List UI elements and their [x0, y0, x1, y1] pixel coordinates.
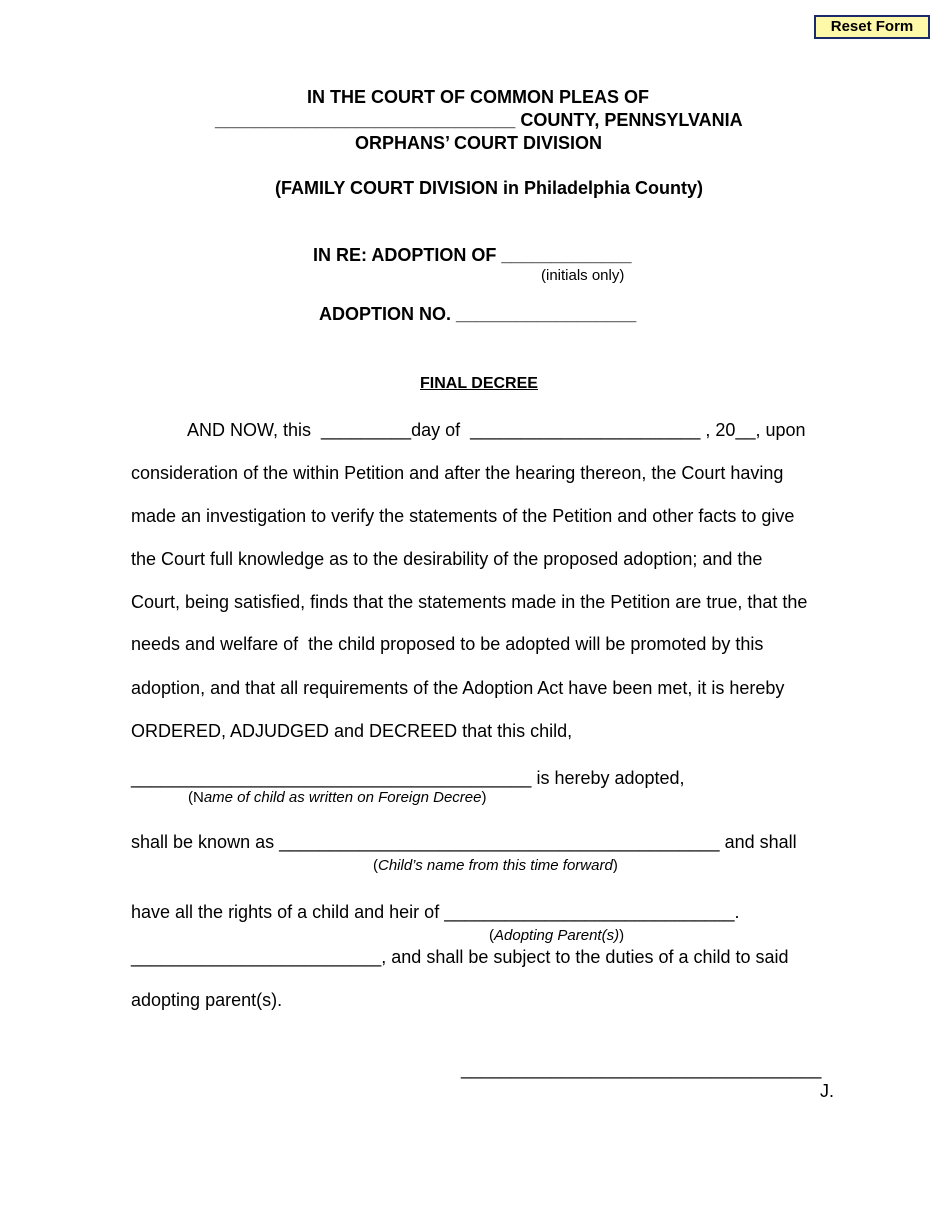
- and-now-text: AND NOW, this: [187, 420, 322, 440]
- parent-field-2[interactable]: _________________________: [131, 947, 382, 967]
- decree-line-7: adoption, and that all requirements of the Adoption Act have been met, it is hereby: [131, 678, 785, 698]
- decree-line-4: the Court full knowledge as to the desirability of the proposed adoption; and the: [131, 549, 763, 569]
- month-field[interactable]: _______________________: [470, 420, 701, 440]
- year-field[interactable]: __: [735, 420, 756, 440]
- duties-line: [131, 947, 789, 968]
- division-title: ORPHANS’ COURT DIVISION: [355, 133, 603, 153]
- reset-form-button[interactable]: Reset Form: [814, 15, 930, 39]
- duties-text: , and shall be subject to the duties of a child to said: [381, 947, 789, 967]
- known-as-line: [131, 832, 797, 853]
- county-field[interactable]: ______________________________: [215, 110, 516, 130]
- in-re-label: IN RE: ADOPTION OF: [313, 245, 502, 265]
- family-court-note: (FAMILY COURT DIVISION in Philadelphia County): [275, 178, 704, 198]
- judge-label: J.: [820, 1081, 835, 1101]
- year-prefix-text: , 20: [700, 420, 736, 440]
- parent-note: (Adopting Parent(s)): [489, 927, 625, 944]
- decree-last-line: adopting parent(s).: [131, 990, 283, 1010]
- child-name-line: [131, 768, 685, 789]
- known-as-label: shall be known as: [131, 832, 280, 852]
- county-line: [215, 110, 743, 131]
- signature-field[interactable]: ____________________________________: [461, 1059, 822, 1079]
- decree-line-1: [187, 420, 806, 441]
- decree-title: FINAL DECREE: [420, 375, 538, 392]
- and-shall-text: and shall: [719, 832, 797, 852]
- parent-field[interactable]: _____________________________: [444, 902, 735, 922]
- adoption-no-label: ADOPTION NO.: [319, 304, 457, 324]
- rights-label: have all the rights of a child and heir of: [131, 902, 445, 922]
- new-name-field[interactable]: ____________________________________________: [279, 832, 720, 852]
- initials-field[interactable]: _____________: [501, 245, 632, 265]
- decree-line-2: consideration of the within Petition and after the hearing thereon, the Court having: [131, 463, 784, 483]
- child-name-field[interactable]: ________________________________________: [131, 768, 532, 788]
- initials-note: (initials only): [541, 267, 625, 284]
- decree-line-8: ORDERED, ADJUDGED and DECREED that this child,: [131, 721, 573, 741]
- day-field[interactable]: _________: [321, 420, 412, 440]
- decree-line-3: made an investigation to verify the statements of the Petition and other facts to give: [131, 506, 795, 526]
- day-of-text: day of: [411, 420, 471, 440]
- county-label: COUNTY, PENNSYLVANIA: [515, 110, 743, 130]
- rights-line: have all the rights of a child and heir of _____________________________.: [131, 902, 740, 922]
- adopted-text: is hereby adopted,: [531, 768, 685, 788]
- upon-text: , upon: [755, 420, 806, 440]
- new-name-note: (Child’s name from this time forward): [373, 857, 618, 874]
- decree-line-6: needs and welfare of the child proposed to be adopted will be promoted by this: [131, 634, 764, 654]
- in-re-line: [313, 245, 631, 266]
- court-title: IN THE COURT OF COMMON PLEAS OF: [307, 87, 649, 107]
- adoption-no-line: [319, 304, 636, 325]
- adoption-no-field[interactable]: __________________: [456, 304, 637, 324]
- child-name-note: (Name of child as written on Foreign Decree): [188, 789, 487, 806]
- decree-line-5: Court, being satisfied, finds that the statements made in the Petition are true, that the: [131, 592, 808, 612]
